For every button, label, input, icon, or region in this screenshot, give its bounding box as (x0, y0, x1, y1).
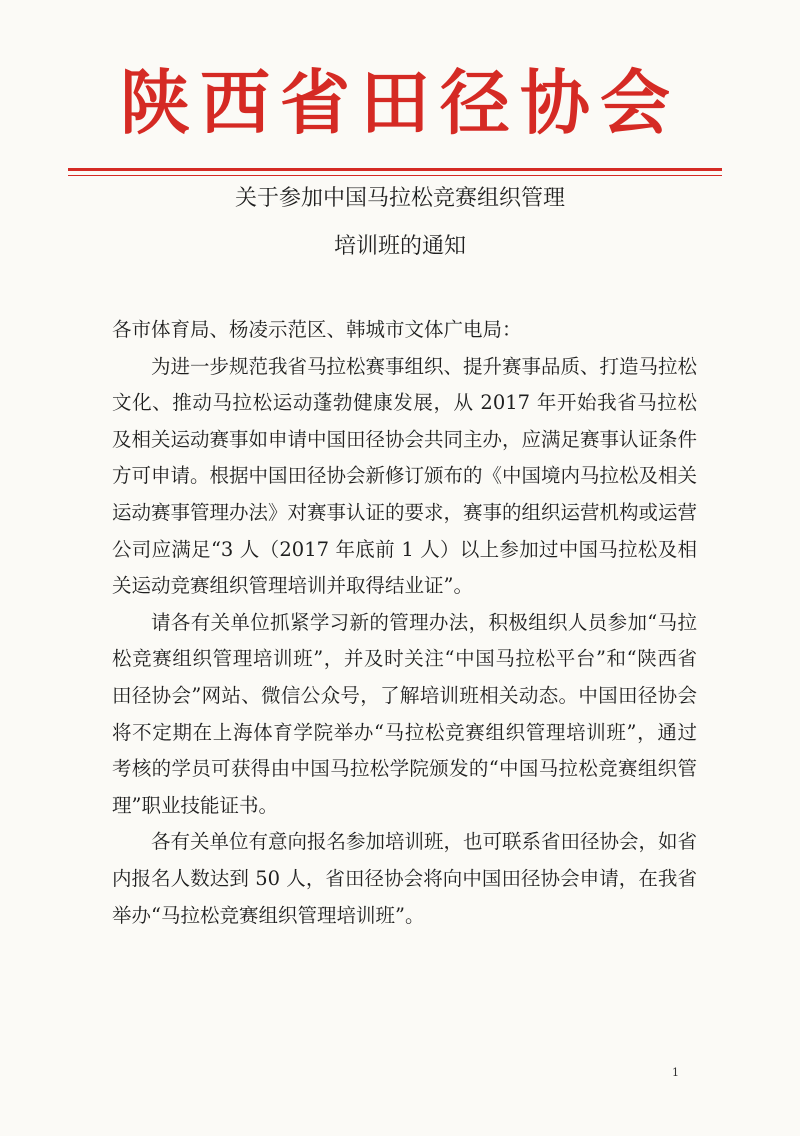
paragraph-3: 各有关单位有意向报名参加培训班，也可联系省田径协会，如省内报名人数达到 50 人，省田径协会将向中国田径协会申请，在我省举办“马拉松竞赛组织管理培训班”。 (112, 830, 698, 927)
letterhead-rule-thin (68, 175, 722, 176)
document-title-line-2: 培训班的通知 (333, 234, 466, 259)
salutation: 各市体育局、杨凌示范区、韩城市文体广电局： (112, 318, 522, 341)
page-number: 1 (672, 1066, 679, 1079)
paragraph-2: 请各有关单位抓紧学习新的管理办法，积极组织人员参加“马拉松竞赛组织管理培训班”，并及时关注“中国马拉松平台”和“陕西省田径协会”网站、微信公众号，了解培训班相关动态。中国田径协会将不定期在上海体育学院举办“马拉松竞赛组织管理培训班”，通过考核的学员可获得由中国马拉松学院颁发的“中国马拉松竞赛组织管理”职业技能证书。 (112, 610, 697, 817)
letterhead-rule-thick (68, 168, 722, 171)
letterhead-title: 陕西省田径协会 (120, 61, 680, 144)
document-body (112, 312, 697, 934)
document-title-line-1: 关于参加中国马拉松竞赛组织管理 (234, 186, 565, 211)
paragraph-1: 为进一步规范我省马拉松赛事组织、提升赛事品质、打造马拉松文化、推动马拉松运动蓬勃健康发展，从 2017 年开始我省马拉松及相关运动赛事如申请中国田径协会共同主办，应满足赛事认证条件方可申请。根据中国田径协会新修订颁布的《中国境内马拉松及相关运动赛事管理办法》对赛事认证的要求，赛事的组织运营机构或运营公司应满足“3 人（2017 年底前 1 人）以上参加过中国马拉松及相关运动竞赛组织管理培训并取得结业证”。 (112, 354, 698, 598)
